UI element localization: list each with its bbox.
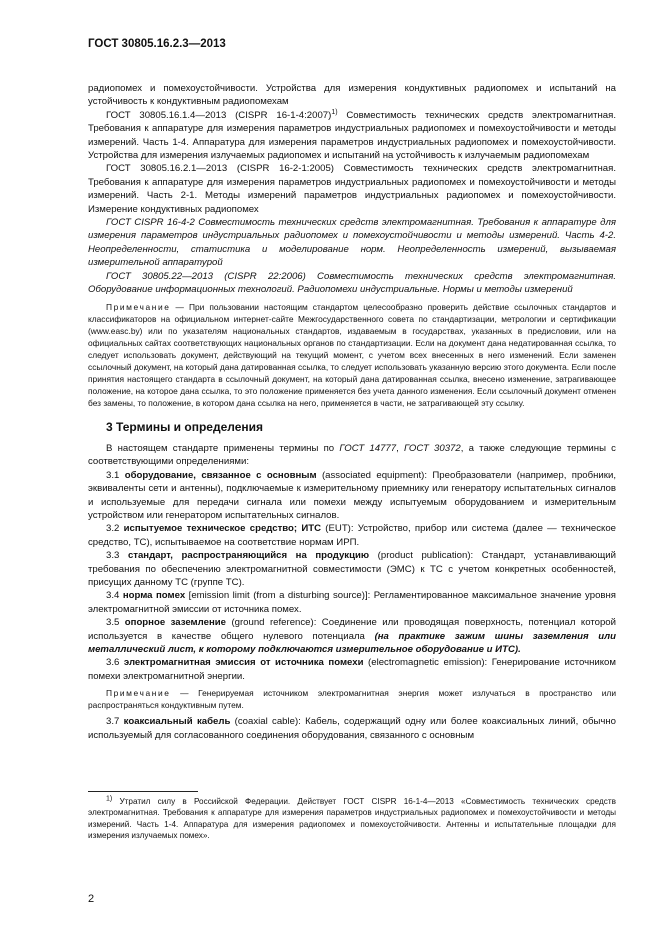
term-name: коаксиальный кабель: [123, 716, 231, 728]
reference-item: ГОСТ 30805.16.2.1—2013 (CISPR 16-2-1:2005) Совместимость технических средств электромагнитная. Требования к аппаратуре для измерения параметров индустриальных радиопомех и помехоустойчивости и методы измерений. Часть 2-1. Методы измерений параметров индустриальных радиопомех и помехоустойчивости. Измерение кондуктивных радиопомех: [88, 163, 616, 215]
term-name: стандарт, распространяющийся на продукцию: [127, 550, 370, 562]
term-definition: 3.2 испытуемое техническое средство; ИТС (EUT): Устройство, прибор или система (далее — техническое средство, ТС), испытываемое на соответствие нормам ИРП.: [88, 523, 616, 548]
footnote: [88, 796, 616, 842]
footnote-marker: 1): [106, 795, 113, 803]
note-label: Примечание: [106, 301, 171, 312]
reference-title: ГОСТ 30805.16.1.4—2013 (CISPR 16-1-4:2007): [106, 109, 332, 121]
continuation-paragraph: радиопомех и помехоустойчивости. Устройства для измерения кондуктивных радиопомех и испытаний на устойчивость к кондуктивным радиопомехам: [88, 83, 616, 108]
reference-text: Совместимость технических средств электромагнитная. Требования к аппаратуре для измерения параметров индустриальных радиопомех и помехоустойчивости и методы измерений. Часть 1-4. Аппаратура для измерения параметров индустриальных радиопомех и помехоустойчивости. Устройства для измерения излучаемых радиопомех и испытаний на устойчивость к излучаемым радиопомехам: [88, 109, 616, 162]
footnote-divider: [88, 791, 198, 792]
note-text: Генерируемая источником электромагнитная энергия может излучаться в пространство или распространяться кондуктивным путем.: [88, 688, 616, 711]
gost-reference: ГОСТ 14777: [339, 442, 397, 454]
term-name: электромагнитная эмиссия от источника помехи: [123, 657, 364, 669]
reference-item: [88, 109, 616, 163]
term-name: оборудование, связанное с основным: [124, 469, 317, 481]
term-definition: 3.6 электромагнитная эмиссия от источника помехи (electromagnetic emission): Генерирование источником помехи электромагнитной энергии.: [88, 657, 616, 682]
footnote-marker: 1): [331, 108, 338, 116]
page-number: 2: [88, 893, 95, 905]
term-definition: 3.7 коаксиальный кабель (coaxial cable): Кабель, содержащий одну или более коаксиальных линий, обычно используемый для согласованного соединения оборудования, связанного с основным: [88, 716, 616, 741]
term-name: опорное заземление: [124, 617, 226, 629]
term-definition: 3.1 оборудование, связанное с основным (associated equipment): Преобразователи (например, пробники, эквиваленты сети и антенны), подключаемые к измерительному приемнику или генератору испытательных сигналов и используемые для передачи сигнала или помехи между испытуемым оборудованием и измерительным устройством или генератором испытательных сигналов.: [88, 469, 617, 521]
gost-reference: ГОСТ 30372: [403, 442, 461, 454]
note-paragraph: Примечание — Генерируемая источником электромагнитная энергия может излучаться в пространство или распространяться кондуктивным путем.: [88, 688, 616, 711]
footnote-text: Утратил силу в Российской Федерации. Действует ГОСТ CISPR 16-1-4—2013 «Совместимость технических средств электромагнитная. Требования к аппаратуре для измерения параметров индустриальных радиопомех и помехоустойчивости и методы измерений. Часть 1-4. Аппаратура для измерения радиопомех и помехоустойчивости. Антенны и испытательные площадки для измерения излучаемых помех».: [88, 797, 616, 841]
term-clarification: (на практике зажим шины заземления или металлический лист, к которому подключаются измерительное оборудование и ИТС).: [88, 630, 616, 655]
term-name: испытуемое техническое средство; ИТС: [123, 523, 322, 535]
reference-item: ГОСТ 30805.22—2013 (CISPR 22:2006) Совместимость технических средств электромагнитная. Оборудование информационных технологий. Радиопомехи индустриальные. Нормы и методы измерений: [88, 270, 616, 296]
page-content: [88, 82, 616, 742]
page-header-code: ГОСТ 30805.16.2.3—2013: [88, 38, 226, 50]
term-definition: 3.5 опорное заземление (ground reference): Соединение или проводящая поверхность, потенциал которой используется в качестве общего нулевого потенциала (на практике зажим шины заземления или металлический лист, к которому подключаются измерительное оборудование и ИТС).: [88, 617, 617, 655]
note-label: Примечание: [106, 688, 171, 699]
note-paragraph: Примечание — При пользовании настоящим стандартом целесообразно проверить действие ссылочных стандартов и классификаторов на официальном интернет-сайте Межгосударственного совета по стандартизации, метрологии и сертификации (www.easc.by) или по указателям национальных стандартов, издаваемым в государствах, указанных в предисловии, или на официальных сайтах соответствующих национальных органов по стандартизации. Если на документ дана недатированная ссылка, то следует использовать документ, действующий на текущий момент, с учетом всех внесенных в него изменений. Если заменен ссылочный документ, на который дана датированная ссылка, то следует использовать указанную версию этого документа. Если после принятия настоящего стандарта в ссылочный документ, на который дана датированная ссылка, внесено изменение, затрагивающее положение, на которое дана ссылка, то это положение применяется без учета данного изменения. Если ссылочный документ отменен без замены, то положение, в котором дана ссылка на него, применяется в части, не затрагивающей эту ссылку.: [88, 301, 616, 408]
section-heading: 3 Термины и определения: [106, 419, 264, 434]
term-name: норма помех: [122, 590, 186, 602]
note-text: При пользовании настоящим стандартом целесообразно проверить действие ссылочных стандартов и классификаторов на официальном интернет-сайте Межгосударственного совета по стандартизации, метрологии и сертификации (www.easc.by) или по указателям национальных стандартов, издаваемым в государствах, указанных в предисловии, или на официальных сайтах соответствующих национальных органов по стандартизации. Если на документ дана недатированная ссылка, то следует использовать документ, действующий на текущий момент, с учетом всех внесенных в него изменений. Если заменен ссылочный документ, на который дана датированная ссылка, то следует использовать указанную версию этого документа. Если после принятия настоящего стандарта в ссылочный документ, на который дана датированная ссылка, внесено изменение, затрагивающее положение, на которое дана ссылка, то это положение применяется без учета данного изменения. Если ссылочный документ отменен без замены, то положение, в котором дана ссылка на него, применяется в части, не затрагивающей эту ссылку.: [88, 301, 616, 408]
section-intro: В настоящем стандарте применены термины по ГОСТ 14777, ГОСТ 30372, а также следующие термины с соответствующими определениями:: [88, 442, 616, 468]
reference-item: ГОСТ CISPR 16-4-2 Совместимость технических средств электромагнитная. Требования к аппаратуре для измерения параметров индустриальных радиопомех и помехоустойчивости и методы измерений. Часть 4-2. Неопределенности, статистика и моделирование норм. Неопределенность измерений, вызываемая измерительной аппаратурой: [88, 217, 616, 269]
term-definition: 3.4 норма помех [emission limit (from a disturbing source)]: Регламентированное максимальное значение уровня электромагнитной эмиссии от источника помех.: [88, 590, 616, 615]
term-definition: 3.3 стандарт, распространяющийся на продукцию (product publication): Стандарт, устанавливающий требования по обеспечению электромагнитной совместимости (ЭМС) к ТС с учетом конкретных особенностей, присущих данному ТС (группе ТС).: [88, 550, 616, 588]
